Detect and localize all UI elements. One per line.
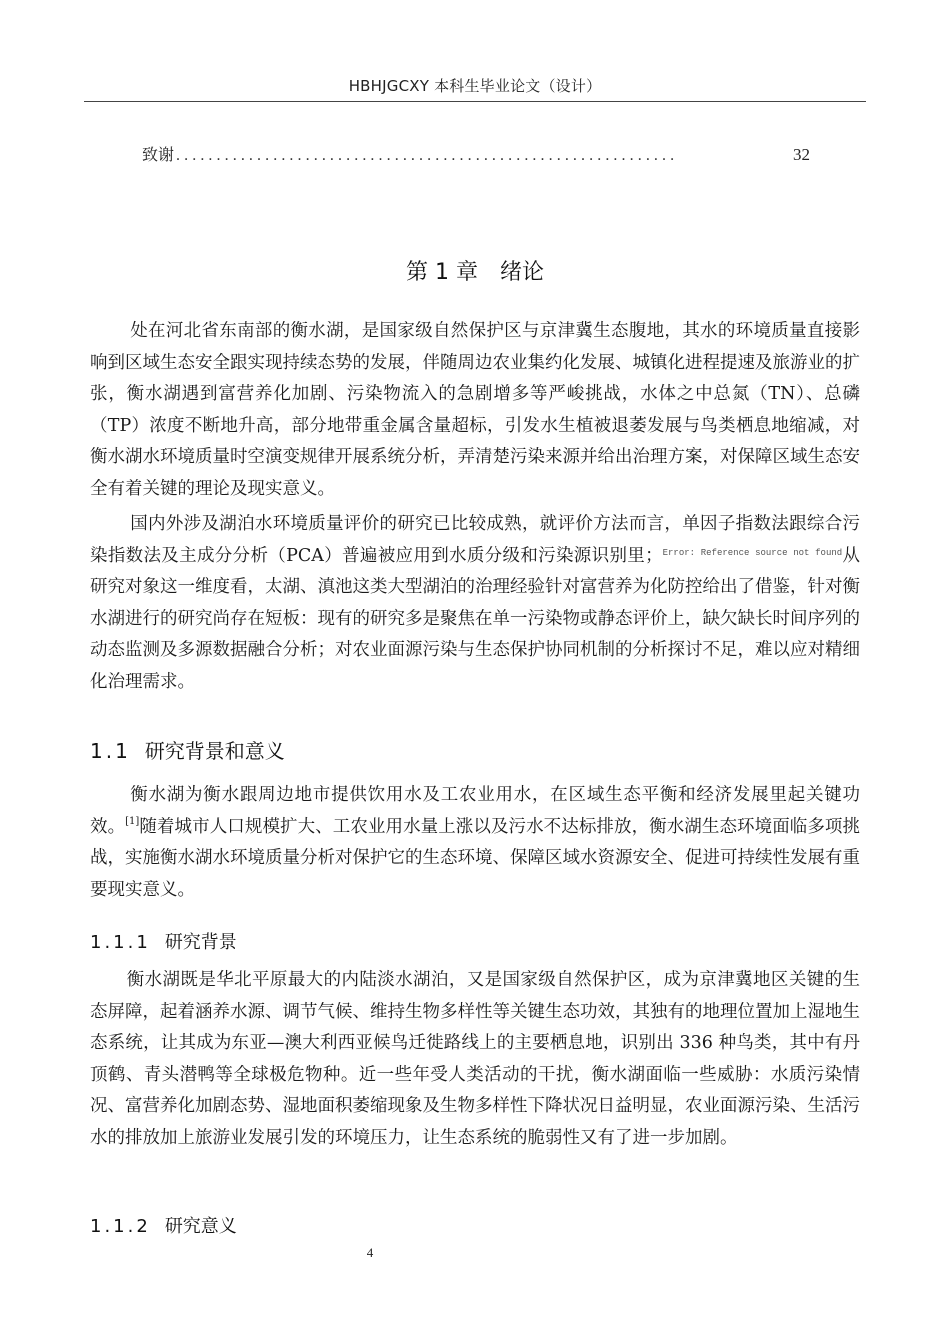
section-heading-1-1-2 xyxy=(90,1212,237,1238)
section-1-1-paragraph xyxy=(90,780,860,906)
running-header: HBHJGCXY 本科生毕业论文（设计） xyxy=(348,77,602,95)
chapter-title: 第 1 章 绪论 xyxy=(406,260,544,285)
page-number: 4 xyxy=(366,1245,374,1260)
toc-leader-dots: .............................................................. xyxy=(176,147,679,164)
section-1-1-text-b: 随着城市人口规模扩大、工农业用水量上涨以及污水不达标排放，衡水湖生态环境面临多项挑战，实施衡水湖水环境质量分析对保护它的生态环境、保障区域水资源安全、促进可持续性发展有重要现实意义。 xyxy=(90,816,860,900)
intro-paragraph-2-text-b: 从研究对象这一维度看，太湖、滇池这类大型湖泊的治理经验针对富营养为化防控给出了借鉴，针对衡水湖进行的研究尚存在短板：现有的研究多是聚焦在单一污染物或静态评价上，缺欠缺长时间序列的动态监测及多源数据融合分析；对农业面源污染与生态保护协同机制的分析探讨不足，难以应对精细化治理需求。 xyxy=(90,545,860,692)
section-title: 研究意义 xyxy=(164,1216,237,1237)
header-rule xyxy=(84,101,866,102)
toc-entry-page: 32 xyxy=(793,145,810,164)
section-title: 研究背景和意义 xyxy=(144,739,285,763)
intro-paragraph-2-text-a: 国内外涉及湖泊水环境质量评价的研究已比较成熟，就评价方法而言，单因子指数法跟综合污染指数法及主成分分析（PCA）普遍被应用到水质分级和污染源识别里； xyxy=(90,514,860,566)
toc-entry-acknowledgements xyxy=(142,142,810,165)
intro-paragraph-1: 处在河北省东南部的衡水湖，是国家级自然保护区与京津冀生态腹地，其水的环境质量直接影响到区域生态安全跟实现持续态势的发展，伴随周边农业集约化发展、城镇化进程提速及旅游业的扩张，衡水湖遇到富营养化加剧、污染物流入的急剧增多等严峻挑战，水体之中总氮（TN）、总磷（TP）浓度不断地升高，部分地带重金属含量超标，引发水生植被退萎发展与鸟类栖息地缩减，对衡水湖水环境质量时空演变规律开展系统分析，弄清楚污染来源并给出治理方案，对保障区域生态安全有着关键的理论及现实意义。 xyxy=(90,321,860,499)
section-number: 1.1 xyxy=(90,739,131,763)
toc-entry-label: 致谢 xyxy=(142,145,175,164)
section-title: 研究背景 xyxy=(164,932,237,953)
citation-ref: [1] xyxy=(125,815,140,827)
section-heading-1-1 xyxy=(90,735,285,764)
section-1-1-text-a: 衡水湖为衡水跟周边地市提供饮用水及工农业用水，在区域生态平衡和经济发展里起关键功效。 xyxy=(90,785,860,837)
section-number: 1.1.2 xyxy=(90,1216,151,1237)
section-1-1-1-paragraph: 衡水湖既是华北平原最大的内陆淡水湖泊，又是国家级自然保护区，成为京津冀地区关键的生态屏障，起着涵养水源、调节气候、维持生物多样性等关键生态功效，其独有的地理位置加上湿地生态系统，让其成为东亚—澳大利西亚候鸟迁徙路线上的主要栖息地，识别出 336 种鸟类，其中有丹顶鹤、青头潜鸭等全球极危物种。近一些年受人类活动的干扰，衡水湖面临一些威胁：水质污染情况、富营养化加剧态势、湿地面积萎缩现象及生物多样性下降状况日益明显，农业面源污染、生活污水的排放加上旅游业发展引发的环境压力，让生态系统的脆弱性又有了进一步加剧。 xyxy=(90,970,860,1148)
section-number: 1.1.1 xyxy=(90,932,151,953)
reference-error-note: Error: Reference source not found xyxy=(662,547,843,558)
intro-paragraph-2 xyxy=(90,509,860,699)
section-heading-1-1-1 xyxy=(90,928,237,954)
